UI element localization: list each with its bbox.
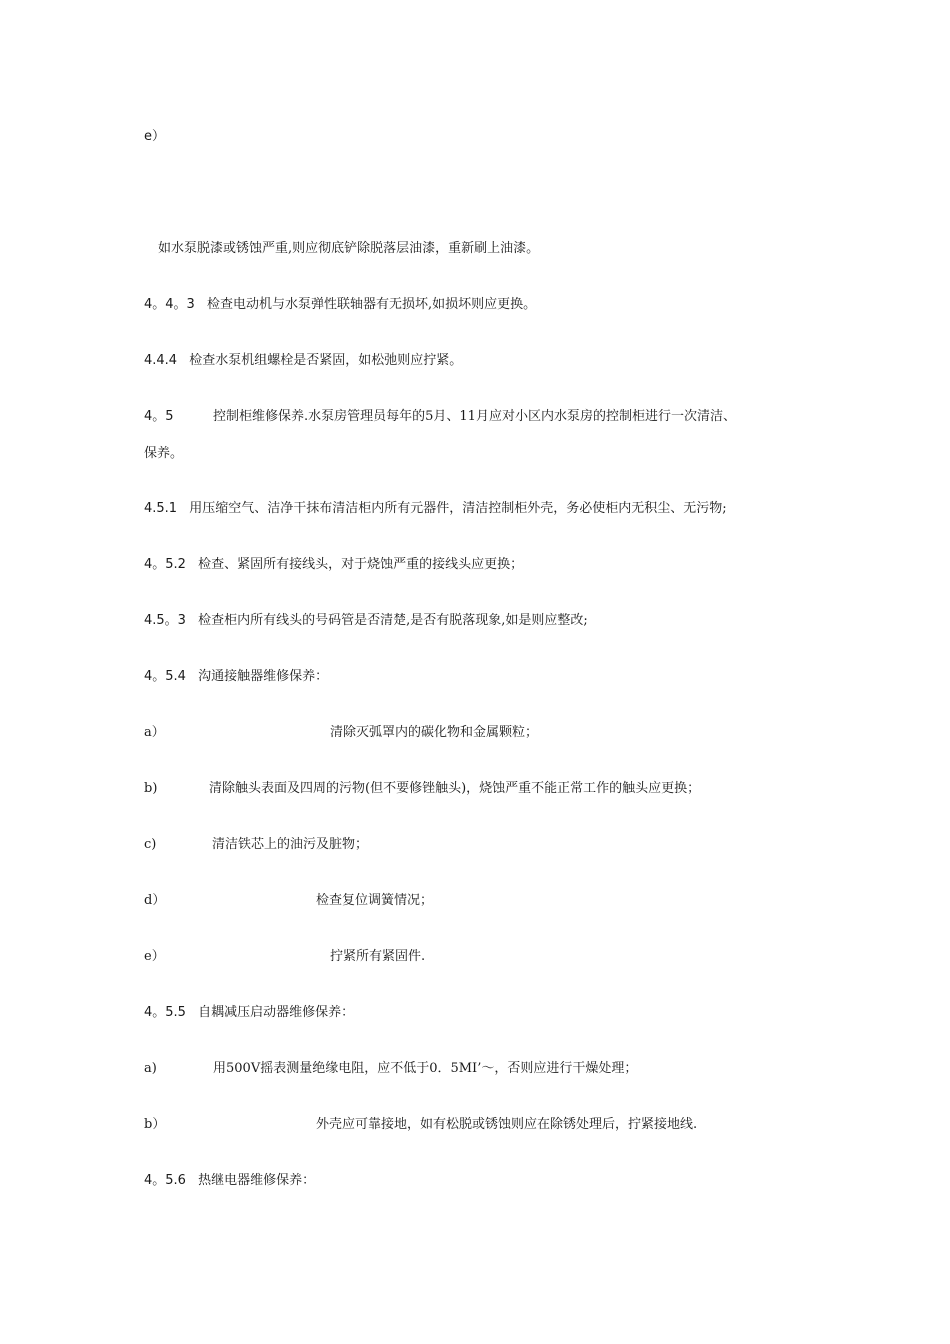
section-4-4-4 xyxy=(144,352,462,370)
list-item-text: 检查复位调簧情况； xyxy=(316,893,434,908)
section-text: 检查电动机与水泵弹性联轴器有无损坏,如损坏则应更换。 xyxy=(206,297,537,312)
section-4-5-3 xyxy=(144,612,588,630)
section-number: 4.5。3 xyxy=(144,613,186,628)
list-item-label: a) xyxy=(144,1061,157,1076)
section-4-5-6 xyxy=(144,1172,315,1190)
list-item-text: 用500V摇表测量绝缘电阻，应不低于0．5MI’～，否则应进行干燥处理； xyxy=(213,1061,638,1076)
list-label-e-top: e） xyxy=(144,129,165,144)
list-item-label: b) xyxy=(144,781,158,796)
list-item-text: 清除触头表面及四周的污物(但不要修锉触头)，烧蚀严重不能正常工作的触头应更换； xyxy=(209,781,701,796)
section-text: 检查柜内所有线头的号码管是否清楚,是否有脱落现象,如是则应整改; xyxy=(198,613,588,628)
section-number: 4.4.4 xyxy=(144,353,178,368)
list-item-label: a） xyxy=(144,725,165,740)
section-number: 4.5.1 xyxy=(144,501,178,516)
section-text: 自耦减压启动器维修保养： xyxy=(198,1005,355,1020)
section-text: 热继电器维修保养： xyxy=(198,1173,316,1188)
section-4-5-2 xyxy=(144,556,523,574)
list-item-label: e） xyxy=(144,949,165,964)
section-text: 沟通接触器维修保养： xyxy=(198,669,329,684)
section-4-5-5 xyxy=(144,1004,354,1022)
section-4-5-1 xyxy=(144,500,727,518)
list-item-label: d） xyxy=(144,893,166,908)
section-number: 4。5.6 xyxy=(144,1173,186,1188)
section-4-5-text: 控制柜维修保养.水泵房管理员每年的5月、11月应对小区内水泵房的控制柜进行一次清洁、 xyxy=(213,409,736,424)
section-4-4-3 xyxy=(144,296,536,314)
list-item-text: 外壳应可靠接地，如有松脱或锈蚀则应在除锈处理后，拧紧接地线. xyxy=(316,1117,698,1132)
section-4-5-continuation: 保养。 xyxy=(144,446,184,461)
section-text: 检查、紧固所有接线头，对于烧蚀严重的接线头应更换； xyxy=(198,557,524,572)
section-4-5-4 xyxy=(144,668,328,686)
section-number: 4。5.5 xyxy=(144,1005,186,1020)
list-item-text: 拧紧所有紧固件. xyxy=(330,949,426,964)
paragraph-paint-repair: 如水泵脱漆或锈蚀严重,则应彻底铲除脱落层油漆，重新刷上油漆。 xyxy=(158,241,540,256)
section-4-5 xyxy=(144,408,174,426)
section-number: 4。4。3 xyxy=(144,297,195,312)
section-text: 检查水泵机组螺栓是否紧固，如松弛则应拧紧。 xyxy=(189,353,463,368)
section-number: 4。5 xyxy=(144,409,174,424)
list-item-text: 清除灭弧罩内的碳化物和金属颗粒； xyxy=(330,725,539,740)
section-text: 用压缩空气、洁净干抹布清洁柜内所有元器件，清洁控制柜外壳，务必使柜内无积尘、无污物; xyxy=(189,501,727,516)
section-number: 4。5.4 xyxy=(144,669,186,684)
section-number: 4。5.2 xyxy=(144,557,186,572)
list-item-label: b） xyxy=(144,1117,166,1132)
list-item-text: 清洁铁芯上的油污及脏物； xyxy=(212,837,369,852)
list-item-label: c) xyxy=(144,837,157,852)
